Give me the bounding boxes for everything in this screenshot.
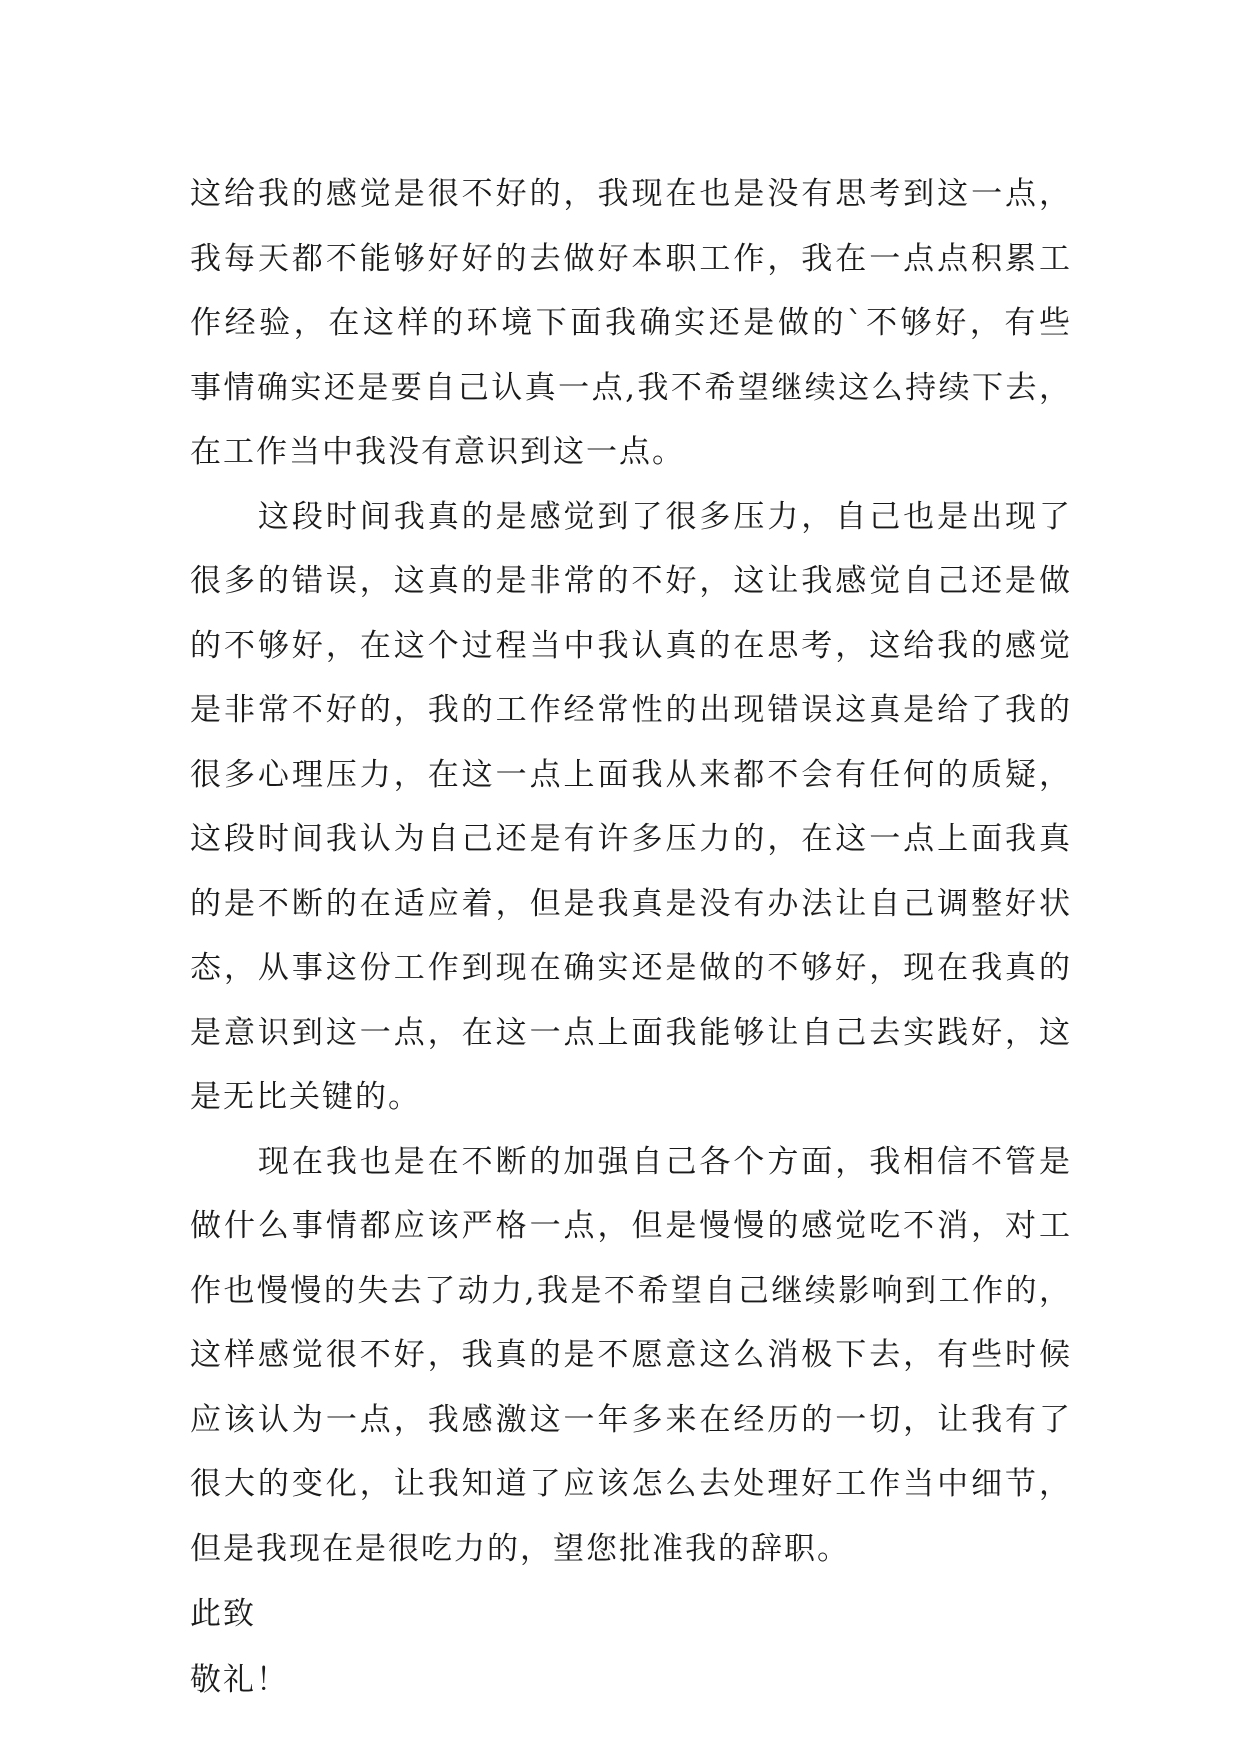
text-line: 在工作当中我没有意识到这一点。 [190, 434, 685, 470]
text-line: 这段时间我真的是感觉到了很多压力，自己也是出现了 [190, 498, 1070, 535]
text-line: 的不够好，在这个过程当中我认真的在思考，这给我的感觉 [190, 627, 1070, 664]
text-line: 这样感觉很不好，我真的是不愿意这么消极下去，有些时候 [190, 1337, 1070, 1373]
text-line: 应该认为一点，我感激这一年多来在经历的一切，让我有了 [190, 1401, 1070, 1438]
text-line: 我每天都不能够好好的去做好本职工作，我在一点点积累工 [190, 240, 1070, 277]
closing-salutation: 此致 [190, 1596, 256, 1632]
text-line: 但是我现在是很吃力的，望您批准我的辞职。 [190, 1530, 850, 1567]
text-line: 很多的错误，这真的是非常的不好，这让我感觉自己还是做 [190, 563, 1070, 599]
text-line: 作经验，在这样的环境下面我确实还是做的`不够好，有些 [190, 305, 1070, 341]
text-line: 做什么事情都应该严格一点，但是慢慢的感觉吃不消，对工 [190, 1208, 1070, 1244]
text-line: 事情确实还是要自己认真一点,我不希望继续这么持续下去， [190, 369, 1070, 406]
closing-regards: 敬礼！ [190, 1662, 289, 1698]
text-line: 是意识到这一点，在这一点上面我能够让自己去实践好，这 [190, 1014, 1070, 1051]
text-line: 这段时间我认为自己还是有许多压力的，在这一点上面我真 [190, 821, 1070, 857]
text-line: 态，从事这份工作到现在确实还是做的不够好，现在我真的 [190, 950, 1070, 986]
text-line: 作也慢慢的失去了动力,我是不希望自己继续影响到工作的， [190, 1272, 1070, 1309]
text-line: 这给我的感觉是很不好的，我现在也是没有思考到这一点， [190, 176, 1070, 212]
text-line: 的是不断的在适应着，但是我真是没有办法让自己调整好状 [190, 885, 1070, 922]
letter-body [190, 162, 1070, 1713]
text-line: 是无比关键的。 [190, 1079, 421, 1115]
text-line: 是非常不好的，我的工作经常性的出现错误这真是给了我的 [190, 692, 1070, 728]
text-line: 很多心理压力，在这一点上面我从来都不会有任何的质疑， [190, 756, 1070, 793]
text-line: 很大的变化，让我知道了应该怎么去处理好工作当中细节， [190, 1466, 1070, 1502]
text-line: 现在我也是在不断的加强自己各个方面，我相信不管是 [190, 1143, 1070, 1180]
